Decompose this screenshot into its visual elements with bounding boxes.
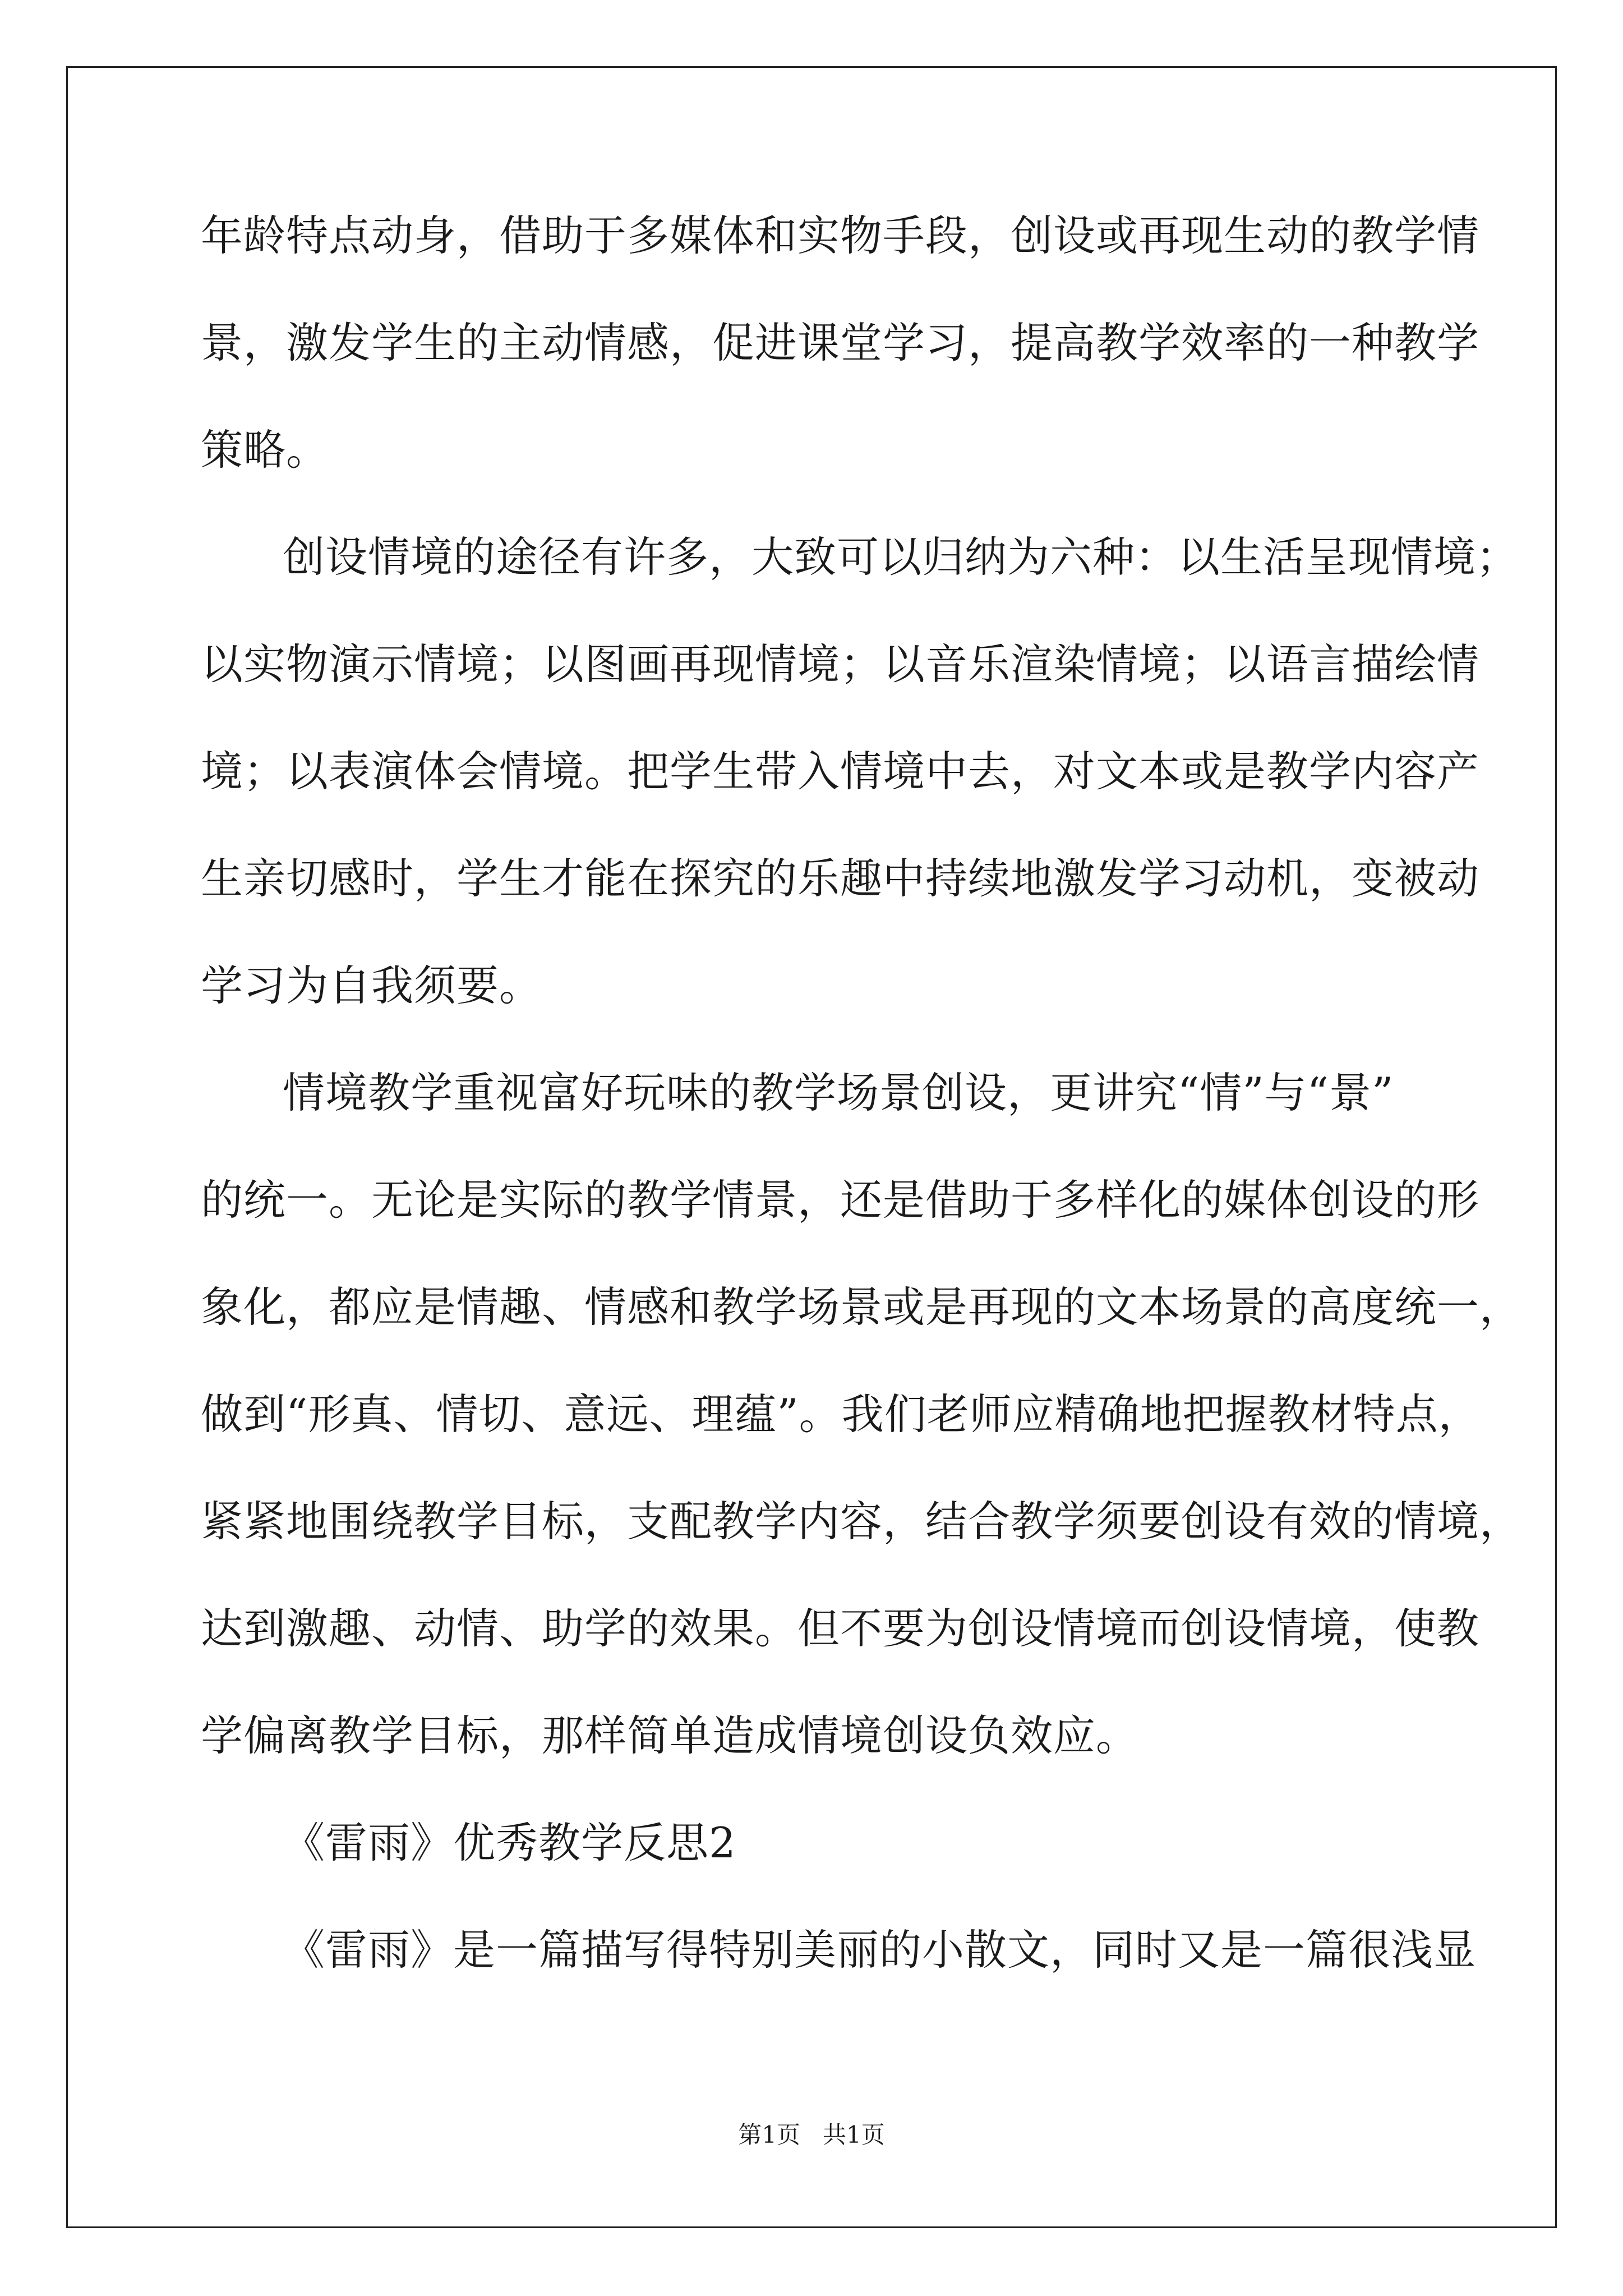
text-line: 的统一。无论是实际的教学情景，还是借助于多样化的媒体创设的形 xyxy=(201,1175,1480,1225)
text-line: 年龄特点动身，借助于多媒体和实物手段，创设或再现生动的教学情 xyxy=(201,211,1480,260)
section-heading: 《雷雨》优秀教学反思2 xyxy=(283,1818,736,1867)
text-line: 学习为自我须要。 xyxy=(201,961,542,1010)
text-line: 情境教学重视富好玩味的教学场景创设，更讲究“情”与“景” xyxy=(283,1068,1394,1117)
text-line: 策略。 xyxy=(201,425,329,475)
text-line: 《雷雨》是一篇描写得特别美丽的小散文，同时又是一篇很浅显 xyxy=(283,1925,1477,1975)
text-line: 境；以表演体会情境。把学生带入情境中去，对文本或是教学内容产 xyxy=(201,747,1480,796)
text-line: 达到激趣、动情、助学的效果。但不要为创设情境而创设情境，使教 xyxy=(201,1604,1480,1653)
text-line: 创设情境的途径有许多，大致可以归纳为六种：以生活呈现情境； xyxy=(283,532,1519,582)
text-line: 做到“形真、情切、意远、理蕴”。我们老师应精确地把握教材特点， xyxy=(201,1389,1481,1439)
text-line: 紧紧地围绕教学目标，支配教学内容，结合教学须要创设有效的情境， xyxy=(201,1497,1523,1546)
text-line: 景，激发学生的主动情感，促进课堂学习，提高教学效率的一种教学 xyxy=(201,318,1480,367)
document-body xyxy=(201,208,1523,2029)
text-line: 以实物演示情境；以图画再现情境；以音乐渲染情境；以语言描绘情 xyxy=(201,639,1480,689)
text-line: 生亲切感时，学生才能在探究的乐趣中持续地激发学习动机，变被动 xyxy=(201,854,1480,903)
text-line: 象化，都应是情趣、情感和教学场景或是再现的文本场景的高度统一， xyxy=(201,1282,1523,1332)
page-footer: 第1页 共1页 xyxy=(738,2121,885,2148)
text-line: 学偏离教学目标，那样简单造成情境创设负效应。 xyxy=(201,1711,1139,1760)
